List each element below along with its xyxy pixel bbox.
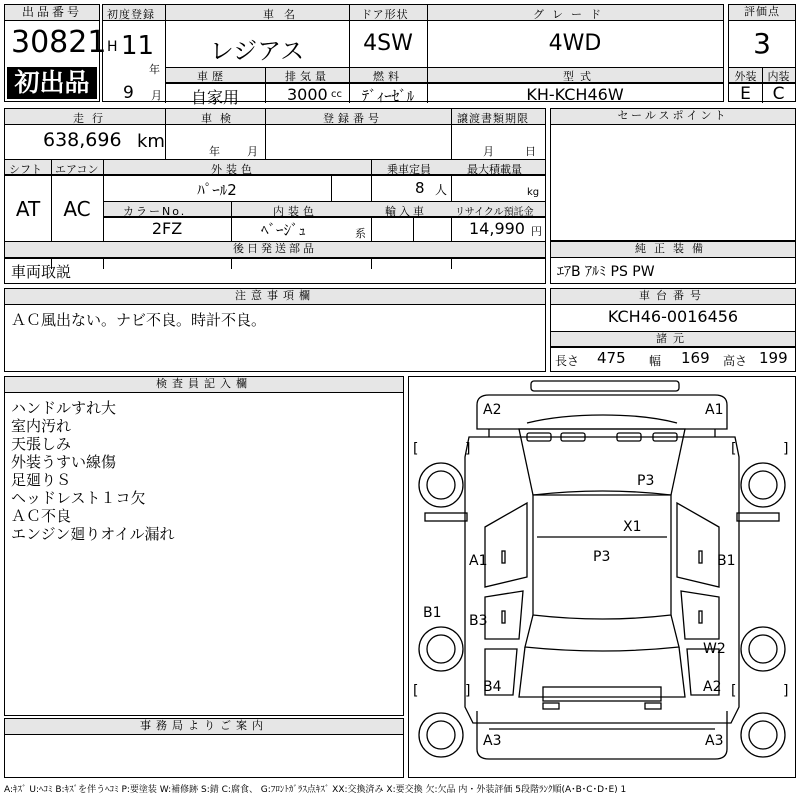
wheel-front-right (741, 463, 785, 507)
inspector-line: 室内汚れ (11, 417, 72, 435)
damage-mark: B1 (423, 605, 442, 621)
damage-mark: P3 (637, 473, 655, 489)
bracket: ] (783, 441, 789, 457)
door-type: 4SW (363, 31, 413, 56)
windshield (519, 429, 685, 495)
equipment-label: 純正装備 (551, 242, 795, 258)
width-label: 幅 (649, 354, 662, 368)
model: KH-KCH46W (526, 85, 624, 104)
interior-color-label: 内装色 (273, 205, 318, 218)
inspection-year-unit: 年 (209, 145, 220, 158)
displacement: 3000 (287, 85, 328, 104)
damage-mark: A1 (705, 402, 724, 418)
import-label: 輸入車 (385, 205, 427, 218)
length-label: 長さ (555, 354, 580, 368)
mileage: 638,696 (43, 129, 122, 151)
bracket: ] (465, 683, 471, 699)
month-unit: 月 (151, 89, 162, 102)
recycle-amount: 14,990 (469, 219, 525, 238)
exterior-color: ﾊﾟｰﾙ2 (197, 181, 237, 199)
car-name-label: 車名 (263, 8, 305, 21)
inspector-line: 天張しみ (11, 435, 72, 453)
history-label: 車歴 (197, 70, 227, 83)
lot-number: 30821 (11, 25, 107, 60)
exterior-grade: E (740, 84, 751, 104)
score-box (728, 4, 796, 102)
mileage-unit: km (137, 131, 165, 152)
damage-mark: A1 (469, 553, 488, 569)
transfer-day-unit: 日 (525, 145, 536, 158)
damage-mark: A3 (483, 733, 502, 749)
office-label: 事務局よりご案内 (5, 719, 403, 735)
capacity: 8 (415, 179, 425, 197)
notes-box (4, 288, 546, 372)
body-outline (465, 437, 739, 723)
middle-label-row (166, 68, 723, 83)
bracket: [ (731, 441, 737, 457)
inspector-line: 足廻りＳ (11, 471, 72, 489)
damage-mark: A2 (703, 679, 722, 695)
era: H (107, 39, 118, 55)
year-unit: 年 (149, 63, 160, 76)
damage-mark: B1 (717, 553, 736, 569)
displacement-label: 排気量 (285, 70, 330, 83)
specs-block (4, 108, 546, 284)
score-label: 評価点 (729, 5, 795, 21)
bracket: [ (413, 683, 419, 699)
reg-month: 9 (123, 83, 134, 103)
transfer-label: 譲渡書類期限 (457, 112, 529, 125)
color-label: 外装色 (211, 163, 256, 176)
car-diagram (408, 376, 796, 778)
load-unit: kg (527, 187, 540, 198)
interior-grade: C (772, 84, 785, 104)
wheel-spare-left (419, 713, 463, 757)
parts-label: 後日発送部品 (5, 242, 545, 258)
rear-panel (477, 711, 727, 759)
aircon-label: エアコン (55, 163, 99, 176)
first-listing-badge: 初出品 (7, 67, 97, 99)
top-bumper (531, 381, 679, 391)
height-label: 高さ (723, 354, 748, 368)
registration-label: 登録番号 (323, 112, 383, 125)
inspection-label: 車検 (201, 112, 239, 125)
inspector-label: 検査員記入欄 (5, 377, 403, 393)
inspector-line: ＡＣ不良 (11, 507, 72, 525)
wheel-spare-right (741, 713, 785, 757)
legend: A:ｷｽﾞ U:ﾍｺﾐ B:ｷｽﾞを伴うﾍｺﾐ P:要塗装 W:補修跡 S:錆 C:腐食、 G:ﾌﾛﾝﾄｶﾞﾗｽ点ｷｽﾞ XX:交換済み X:要交換 欠:欠品 内・外装評価 5段階ﾗﾝｸ順(A･B･C･D･E) 1 (4, 785, 627, 795)
header-label-row (103, 5, 723, 21)
color-no: 2FZ (151, 219, 183, 238)
mileage-label: 走行 (73, 112, 111, 125)
interior-color-unit: 系 (355, 227, 366, 240)
shift: AT (15, 197, 41, 221)
inspector-line: ヘッドレスト１コ欠 (11, 489, 146, 507)
header-block (4, 4, 796, 107)
car-name: レジアス (209, 37, 305, 65)
fuel-label: 燃料 (373, 70, 403, 83)
rear-glass (519, 647, 685, 697)
damage-mark: X1 (623, 519, 642, 535)
chassis-label: 車台番号 (551, 289, 795, 305)
notes-value: ＡＣ風出ない。ナビ不良。時計不良。 (11, 311, 267, 329)
color-no-label: カラーNo. (123, 205, 187, 218)
first-reg-label: 初度登録 (107, 8, 155, 21)
dims-label: 諸元 (551, 332, 795, 347)
sales-points-box (550, 108, 796, 241)
header-grid (102, 4, 724, 107)
interior-label: 内装 (767, 70, 790, 83)
width-value: 169 (681, 349, 710, 367)
grade: 4WD (548, 31, 602, 56)
recycle-unit: 円 (531, 225, 542, 238)
chassis-box (550, 288, 796, 372)
inspection-month-unit: 月 (247, 145, 258, 158)
transfer-month-unit: 月 (483, 145, 494, 158)
inspector-line: ハンドルすれ大 (11, 399, 117, 417)
damage-mark: A2 (483, 402, 502, 418)
damage-mark: B3 (469, 613, 488, 629)
inspector-line: 外装うすい線傷 (11, 453, 117, 471)
car-diagram-svg (409, 377, 795, 777)
wheel-rear-right (741, 627, 785, 671)
office-box (4, 718, 404, 778)
bracket: [ (413, 441, 419, 457)
lot-box (4, 4, 107, 102)
length-value: 475 (597, 349, 626, 367)
aircon: AC (63, 197, 91, 221)
capacity-label: 乗車定員 (387, 163, 431, 176)
exterior-label: 外装 (734, 70, 757, 83)
sales-points-label: セールスポイント (551, 109, 795, 125)
damage-mark: A3 (705, 733, 724, 749)
interior-color: ﾍﾞｰｼﾞｭ (261, 221, 307, 239)
lot-label: 出品番号 (5, 5, 99, 21)
model-label: 型式 (563, 70, 597, 83)
rear-bumper (543, 687, 661, 701)
wheel-rear-left (419, 627, 463, 671)
bracket: ] (465, 441, 471, 457)
grade-label: グレード (533, 8, 609, 21)
equipment-box (550, 241, 796, 284)
history: 自家用 (190, 88, 239, 107)
inspector-box (4, 376, 404, 716)
reg-year: 11 (121, 31, 155, 61)
damage-mark: W2 (703, 641, 726, 657)
front-panel (477, 395, 727, 429)
wheel-front-left (419, 463, 463, 507)
door-label: ドア形状 (361, 8, 409, 21)
capacity-unit: 人 (435, 183, 448, 197)
notes-label: 注意事項欄 (5, 289, 545, 305)
inspector-line: エンジン廻りオイル漏れ (11, 525, 175, 543)
bracket: ] (783, 683, 789, 699)
shift-label: シフト (9, 163, 42, 176)
load-label: 最大積載量 (467, 163, 522, 176)
parts-value: 車両取説 (11, 263, 72, 281)
bracket: [ (731, 683, 737, 699)
damage-mark: P3 (593, 549, 611, 565)
height-value: 199 (759, 349, 788, 367)
damage-mark: B4 (483, 679, 502, 695)
recycle-label: リサイクル預託金 (455, 207, 534, 218)
fuel: ﾃﾞｨｰｾﾞﾙ (361, 87, 415, 105)
displacement-unit: cc (331, 89, 342, 100)
score: 3 (753, 27, 771, 60)
chassis-number: KCH46-0016456 (607, 307, 739, 326)
equipment-value: ｴｱB ｱﾙﾐ PS PW (557, 264, 655, 280)
